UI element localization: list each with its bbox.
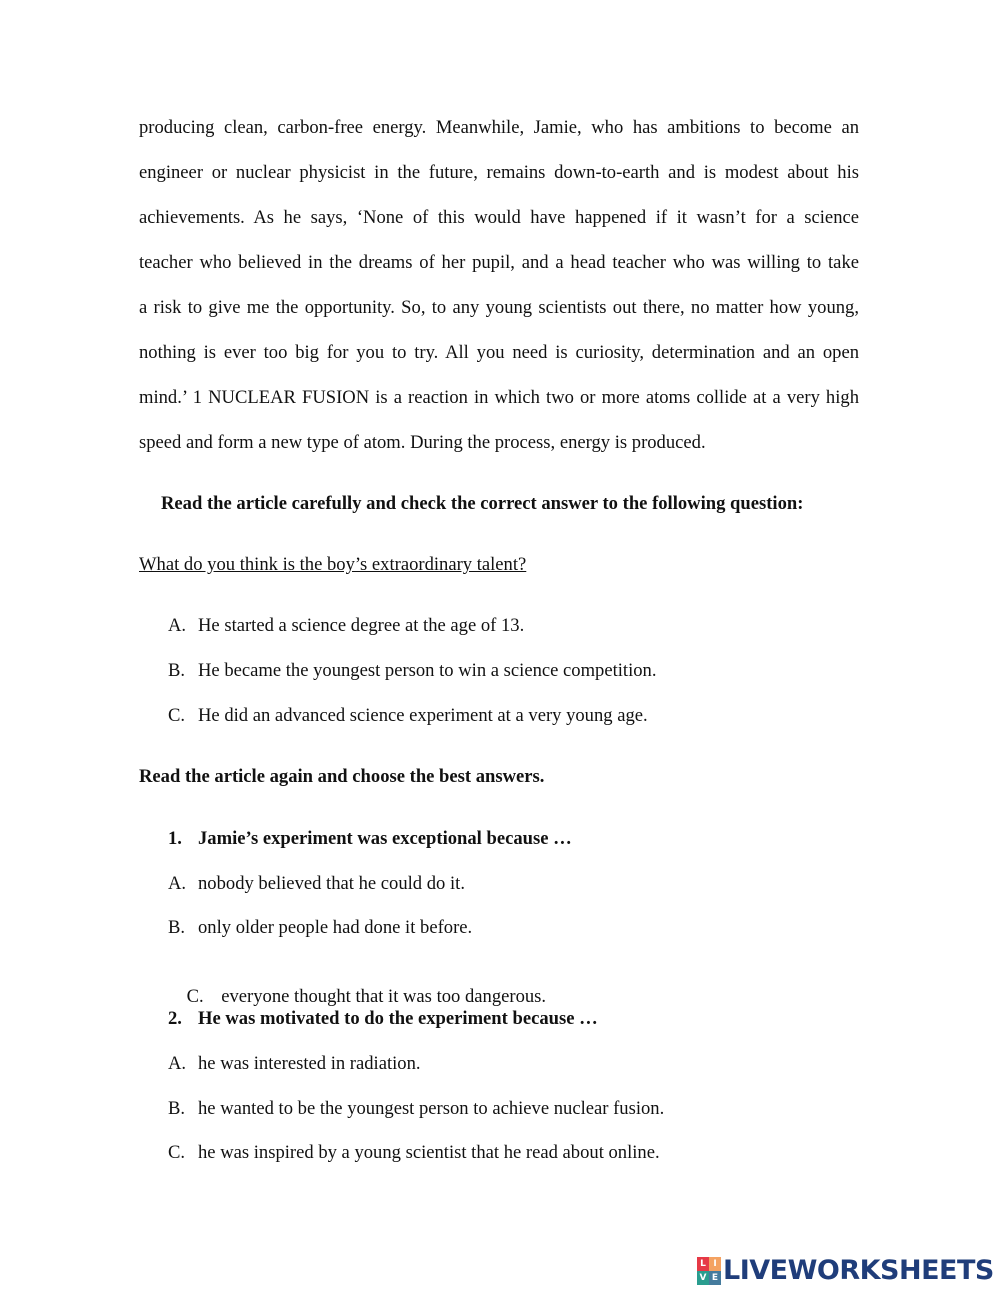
logo-icon-letter: I [709,1257,721,1271]
option-b[interactable] [168,659,657,683]
section2-instruction: Read the article again and choose the best answers. [139,766,545,787]
logo-text: LIVEWORKSHEETS [723,1255,994,1286]
option-letter: B. [168,1098,186,1119]
option-letter: C. [168,705,186,726]
question-number: 2. [168,1008,182,1029]
option-letter: C. [186,986,204,1007]
option-text: nobody believed that he could do it. [198,873,465,894]
question-number: 1. [168,828,182,849]
q2-option-c[interactable] [168,1141,660,1165]
option-letter: A. [168,1053,187,1074]
option-a[interactable] [168,614,524,638]
section1-question: What do you think is the boy’s extraordinary talent? [139,554,527,575]
logo-icon-letter: V [697,1271,709,1285]
q2-option-a[interactable] [168,1052,421,1076]
option-letter: A. [168,873,187,894]
option-letter: B. [168,660,186,681]
question-1 [168,827,572,851]
q1-option-b[interactable] [168,916,472,940]
article-line: producing clean, carbon-free energy. Meanwhile, Jamie, who has ambitions to become an [139,117,859,138]
question-2 [168,1007,598,1031]
option-text: He did an advanced science experiment at a very young age. [198,705,648,726]
option-letter: A. [168,615,187,636]
option-text: He became the youngest person to win a science competition. [198,660,657,681]
liveworksheets-logo[interactable] [697,1254,994,1288]
article-line: speed and form a new type of atom. During the process, energy is produced. [139,432,706,453]
section1-instruction: Read the article carefully and check the correct answer to the following question: [161,493,804,514]
article-line: engineer or nuclear physicist in the future, remains down-to-earth and is modest about his [139,162,859,183]
q1-option-a[interactable] [168,872,465,896]
logo-icon-letter: E [709,1271,721,1285]
option-text: he was inspired by a young scientist that he read about online. [198,1142,660,1163]
option-text: he was interested in radiation. [198,1053,421,1074]
option-c[interactable] [168,704,648,728]
option-text: he wanted to be the youngest person to achieve nuclear fusion. [198,1098,665,1119]
option-text: only older people had done it before. [198,917,473,938]
question-text: Jamie’s experiment was exceptional because … [198,828,572,849]
liveworksheets-logo-icon [697,1257,721,1285]
option-letter: B. [168,917,186,938]
q2-option-b[interactable] [168,1097,664,1121]
option-text: He started a science degree at the age of 13. [198,615,525,636]
article-line: teacher who believed in the dreams of her pupil, and a head teacher who was willing to take [139,252,859,273]
article-line: mind.’ 1 NUCLEAR FUSION is a reaction in which two or more atoms collide at a very high [139,387,859,408]
article-line: achievements. As he says, ‘None of this would have happened if it wasn’t for a science [139,207,859,228]
option-letter: C. [168,1142,186,1163]
logo-icon-letter: L [697,1257,709,1271]
question-text: He was motivated to do the experiment because … [198,1008,598,1029]
article-line: a risk to give me the opportunity. So, to any young scientists out there, no matter how young, [139,297,859,318]
option-text: everyone thought that it was too dangerous. [216,986,547,1007]
article-line: nothing is ever too big for you to try. All you need is curiosity, determination and an open [139,342,859,363]
